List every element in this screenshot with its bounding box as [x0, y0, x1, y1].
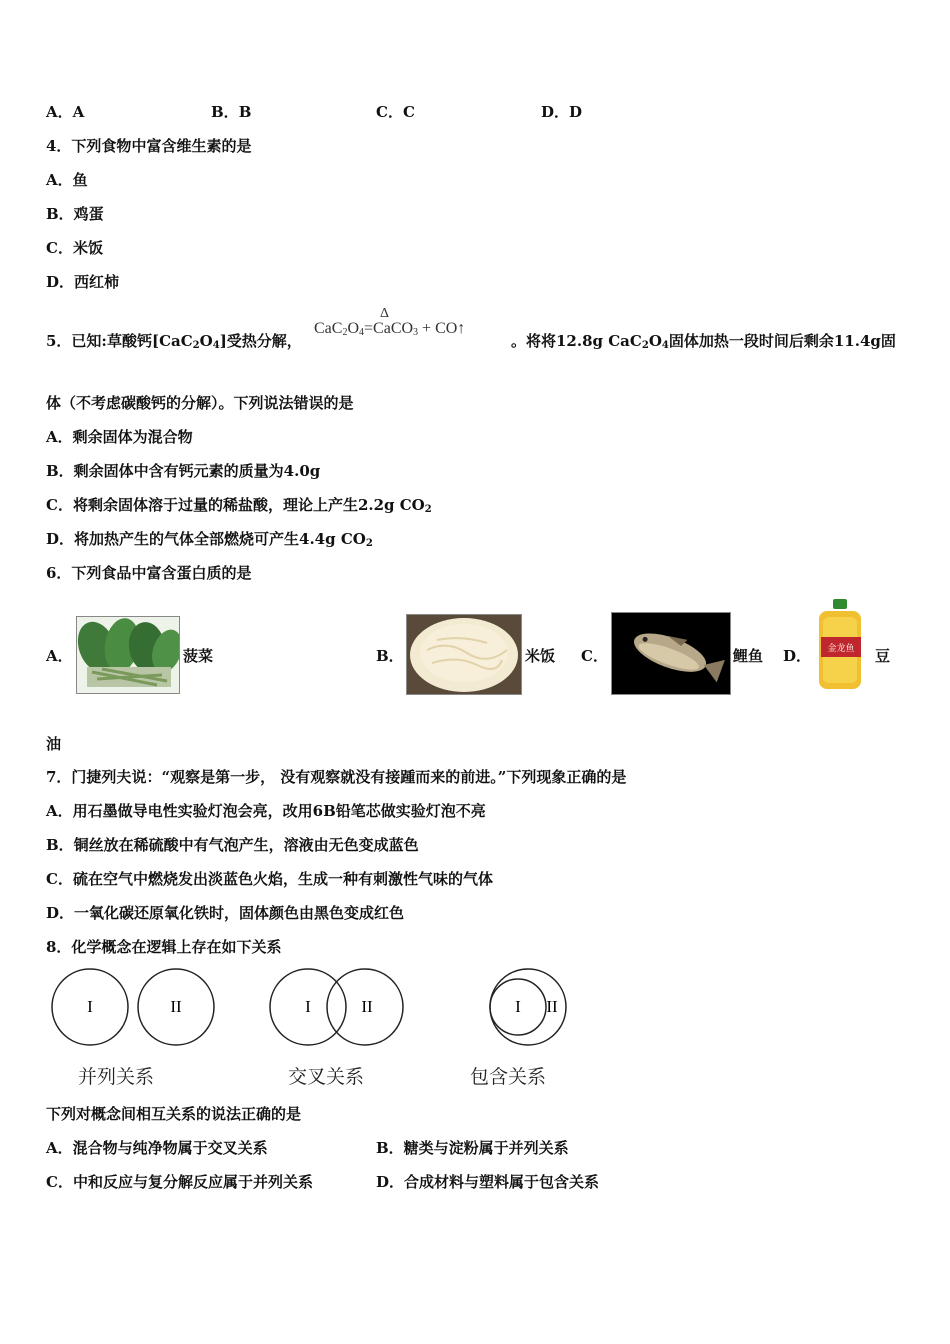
q4-stem: 4．下列食物中富含维生素的是	[46, 137, 252, 155]
intersecting-relation-diagram	[270, 969, 403, 1045]
q5-option-c: C．将剩余固体溶于过量的稀盐酸，理论上产生2.2g $CO_2$	[46, 496, 432, 515]
spinach-image	[76, 616, 180, 694]
q8-option-d: D．合成材料与塑料属于包含关系	[376, 1173, 600, 1191]
venn1-label-i: I	[87, 997, 93, 1016]
q5-option-a: A．剩余固体为混合物	[46, 428, 193, 446]
q6-option-a-label: 菠菜	[183, 647, 214, 665]
q8-option-a: A．混合物与纯净物属于交叉关系	[46, 1139, 268, 1157]
q6-option-a-letter: A．	[46, 647, 73, 665]
q5-stem-line2: 体（不考虑碳酸钙的分解）。下列说法错误的是	[46, 394, 354, 412]
q6-option-d-label: 豆	[875, 647, 891, 665]
q8-stem: 8．化学概念在逻辑上存在如下关系	[46, 938, 282, 956]
q5-stem-part1: 5．已知:草酸钙$[CaC_2O_4]$受热分解，	[46, 332, 302, 351]
parallel-relation-label: 并列关系	[78, 1066, 155, 1088]
venn3-label-ii: II	[546, 997, 558, 1016]
oil-brand: 金龙鱼	[827, 644, 855, 654]
q7-stem: 7．门捷列夫说：“观察是第一步， 没有观察就没有接踵而来的前进。”下列现象正确的是	[46, 768, 627, 786]
q6-stem: 6．下列食品中富含蛋白质的是	[46, 564, 252, 582]
venn2-label-i: I	[305, 997, 311, 1016]
q5-option-d: D．将加热产生的气体全部燃烧可产生4.4g $CO_2$	[46, 530, 373, 549]
q8-option-b: B．糖类与淀粉属于并列关系	[376, 1139, 569, 1157]
q4-option-b: B．鸡蛋	[46, 205, 104, 223]
inclusion-relation-label: 包含关系	[470, 1066, 547, 1088]
q3-option-b: B．B	[211, 103, 252, 121]
venn1-label-ii: II	[170, 997, 182, 1016]
q8-question: 下列对概念间相互关系的说法正确的是	[46, 1105, 302, 1123]
carp-image	[611, 612, 731, 695]
q6-option-c-letter: C．	[581, 647, 608, 665]
inclusion-relation-diagram	[490, 969, 566, 1045]
q5-stem-part2: 。将将12.8g $CaC_2O_4$固体加热一段时间后剩余11.4g固	[511, 332, 896, 351]
q4-option-a: A．鱼	[46, 171, 88, 189]
q6-option-c-label: 鲤鱼	[733, 647, 764, 665]
intersecting-relation-label: 交叉关系	[288, 1066, 365, 1088]
q8-option-c: C．中和反应与复分解反应属于并列关系	[46, 1173, 313, 1191]
q4-option-d: D．西红柿	[46, 273, 120, 291]
q3-option-a: A．A	[46, 103, 85, 121]
q6-option-d-letter: D．	[783, 647, 812, 665]
parallel-relation-diagram	[52, 969, 214, 1045]
q6-option-d-wrap: 油	[46, 735, 62, 753]
heat-symbol: Δ	[380, 306, 390, 321]
q6-option-b-label: 米饭	[525, 647, 556, 665]
oil-bottle-image	[813, 597, 869, 693]
q3-option-d: D．D	[541, 103, 583, 121]
q7-option-d: D．一氧化碳还原氧化铁时，固体颜色由黑色变成红色	[46, 904, 405, 922]
venn3-label-i: I	[515, 997, 521, 1016]
q7-option-c: C．硫在空气中燃烧发出淡蓝色火焰，生成一种有刺激性气味的气体	[46, 870, 493, 888]
q6-option-b-letter: B．	[376, 647, 404, 665]
venn2-label-ii: II	[361, 997, 373, 1016]
q5-option-b: B．剩余固体中含有钙元素的质量为4.0g	[46, 462, 321, 480]
rice-image	[406, 614, 522, 695]
q4-option-c: C．米饭	[46, 239, 103, 257]
q3-option-c: C．C	[376, 103, 415, 121]
q7-option-b: B．铜丝放在稀硫酸中有气泡产生，溶液由无色变成蓝色	[46, 836, 419, 854]
q7-option-a: A．用石墨做导电性实验灯泡会亮，改用6B铅笔芯做实验灯泡不亮	[46, 802, 486, 820]
